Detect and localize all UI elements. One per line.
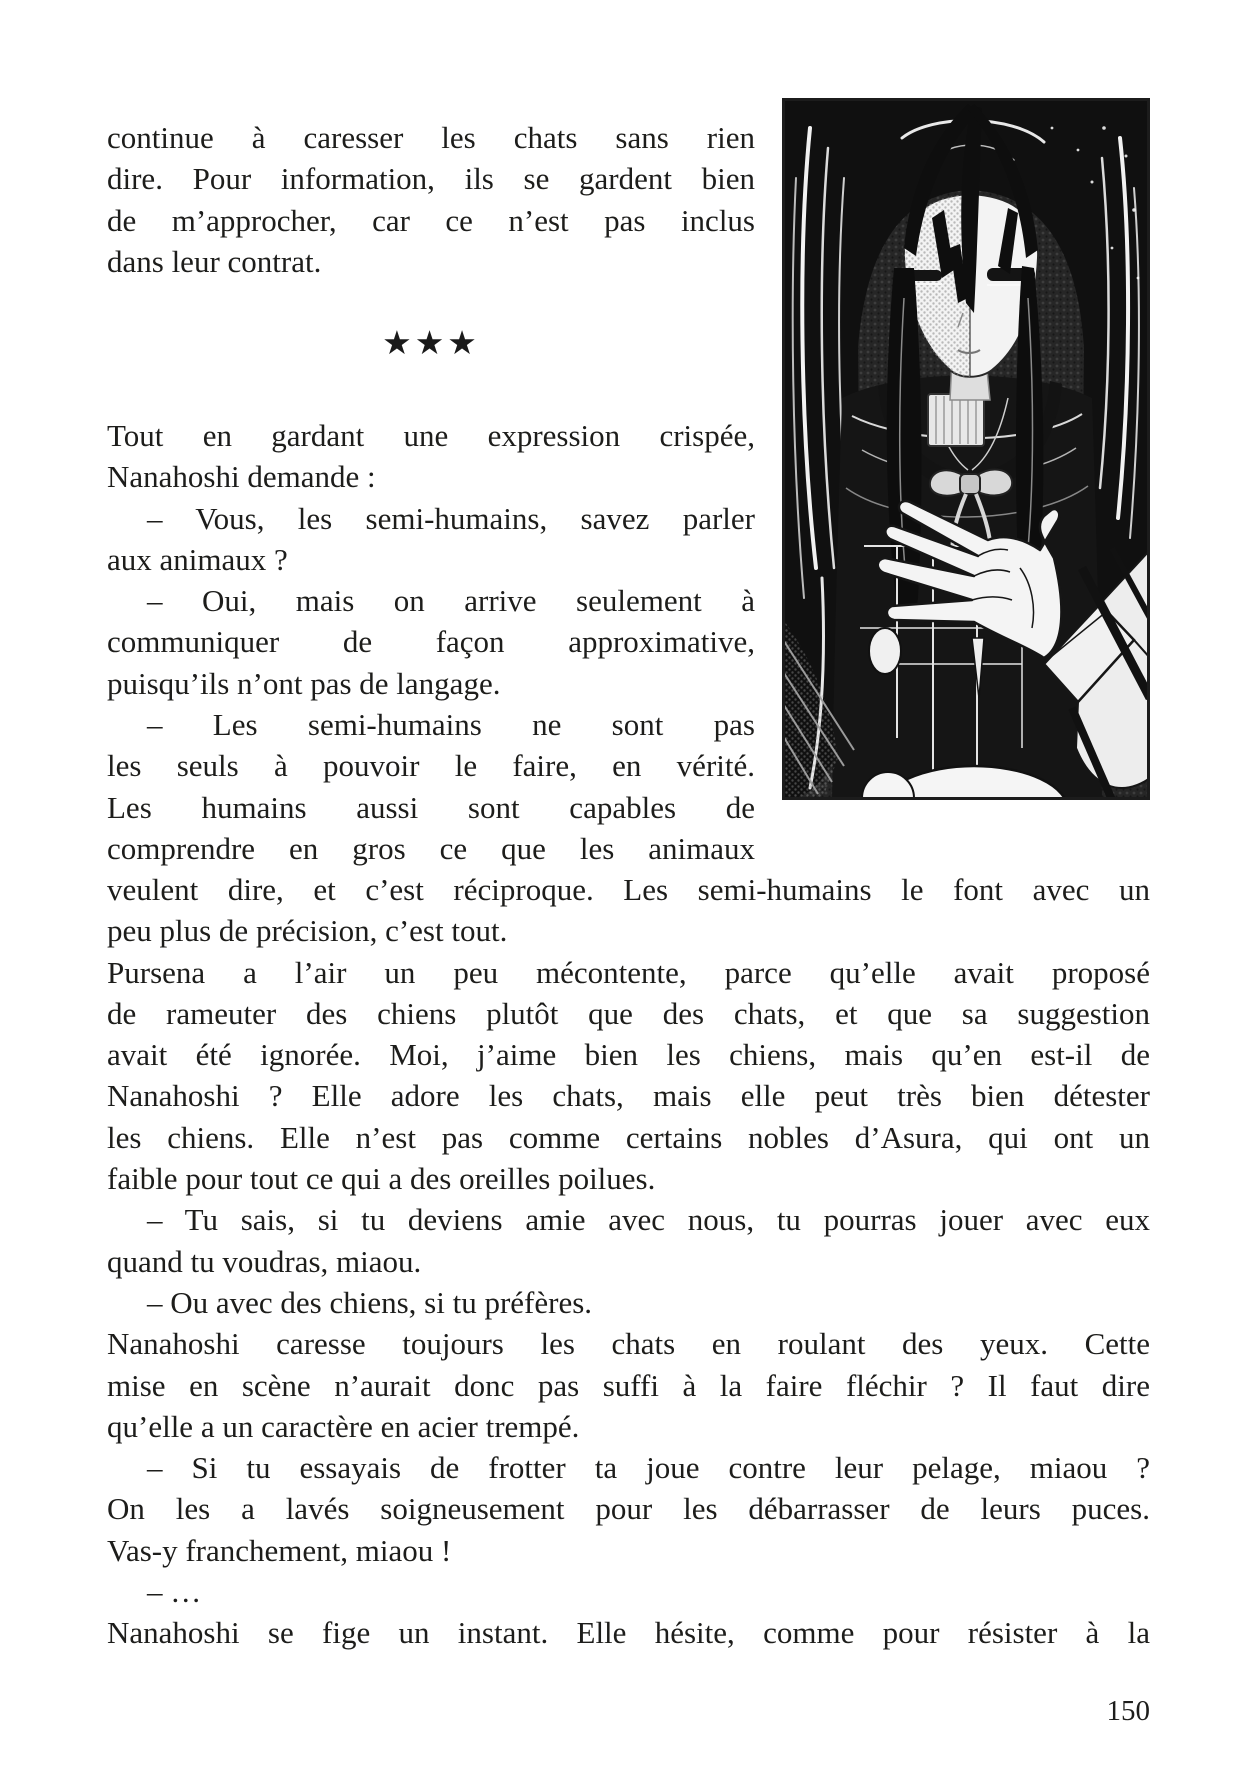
text-line: comprendre en gros ce que les animaux (107, 830, 755, 866)
text-line: communiquer de façon approximative, (107, 624, 755, 660)
text-line: dire. Pour information, ils se gardent bien (107, 161, 755, 197)
paragraph-block-narrow-mid (107, 415, 755, 869)
text-line: – Oui, mais on arrive seulement à (147, 583, 755, 619)
text-line: Tout en gardant une expression crispée, (107, 418, 755, 453)
text-line: – Ou avec des chiens, si tu préfères. (147, 1284, 593, 1320)
text-line: Nanahoshi demande : (107, 459, 376, 495)
text-line: – Si tu essayais de frotter ta joue contre leur pelage, miaou ? (147, 1450, 1150, 1486)
text-line: continue à caresser les chats sans rien (107, 120, 755, 155)
text-line: Les humains aussi sont capables de (107, 789, 755, 825)
text-line: peu plus de précision, c’est tout. (107, 913, 508, 949)
paragraph-block-wide (107, 869, 1150, 1654)
text-line: – Les semi-humains ne sont pas (147, 707, 755, 743)
striped-collar (928, 394, 984, 446)
text-line: mise en scène n’aurait donc pas suffi à la faire fléchir ? Il faut dire (107, 1367, 1150, 1403)
manga-illustration (782, 98, 1150, 800)
text-line: aux animaux ? (107, 541, 288, 577)
text-line: Vas-y franchement, miaou ! (107, 1532, 452, 1568)
page-number: 150 (1106, 1695, 1150, 1727)
text-line: Nanahoshi ? Elle adore les chats, mais elle peut très bien détester (107, 1078, 1150, 1114)
text-line: les seuls à pouvoir le faire, en vérité. (107, 748, 755, 784)
text-line: Nanahoshi caresse toujours les chats en roulant des yeux. Cette (107, 1326, 1150, 1362)
text-line: veulent dire, et c’est réciproque. Les semi-humains le font avec un (107, 872, 1150, 907)
text-line: – Tu sais, si tu deviens amie avec nous, tu pourras jouer avec eux (147, 1202, 1150, 1238)
text-line: – Vous, les semi-humains, savez parler (147, 500, 755, 536)
text-line: faible pour tout ce qui a des oreilles poilues. (107, 1161, 656, 1197)
text-line: Pursena a l’air un peu mécontente, parce qu’elle avait proposé (107, 954, 1150, 990)
scene-break-separator: ★★★ (382, 323, 480, 362)
text-line: de rameuter des chiens plutôt que des chats, et que sa suggestion (107, 995, 1150, 1031)
text-line: – … (147, 1574, 202, 1610)
white-knob (869, 628, 901, 674)
text-line: les chiens. Elle n’est pas comme certains nobles d’Asura, qui ont un (107, 1119, 1150, 1155)
manga-panel-drawing (782, 98, 1150, 800)
text-line: dans leur contrat. (107, 243, 322, 279)
text-line: puisqu’ils n’ont pas de langage. (107, 665, 501, 701)
text-line: qu’elle a un caractère en acier trempé. (107, 1408, 580, 1444)
text-line: avait été ignorée. Moi, j’aime bien les chiens, mais qu’en est-il de (107, 1037, 1150, 1073)
text-line: de m’approcher, car ce n’est pas inclus (107, 202, 755, 238)
text-line: On les a lavés soigneusement pour les débarrasser de leurs puces. (107, 1491, 1150, 1527)
paragraph-block-narrow-top (107, 117, 755, 282)
text-line: Nanahoshi se fige un instant. Elle hésite, comme pour résister à la (107, 1615, 1150, 1651)
text-line: quand tu voudras, miaou. (107, 1243, 422, 1279)
